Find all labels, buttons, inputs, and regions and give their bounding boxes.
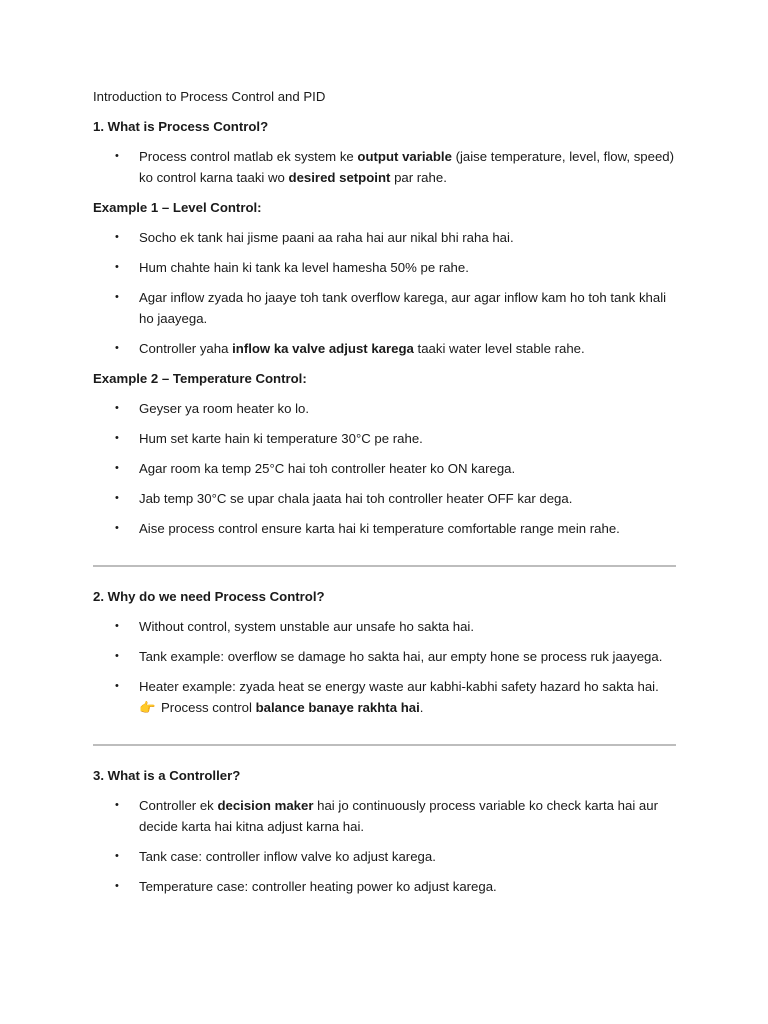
text: Controller ek [139,798,218,813]
bullet-icon: • [115,492,119,504]
bullet-icon: • [115,620,119,632]
bullet-icon: • [115,261,119,273]
bold-text: decision maker [217,798,314,813]
text: . [419,700,424,715]
bullet-icon: • [115,850,119,862]
bullet-icon: • [115,342,119,354]
pointing-hand-icon: 👉 [139,700,156,715]
horizontal-divider [93,565,676,567]
section-3-list [93,795,676,897]
bold-text: inflow ka valve adjust karega [232,341,414,356]
text: Process control [161,700,256,715]
example-2-heading: Example 2 – Temperature Control: [93,371,307,386]
text: taaki water level stable rahe. [413,341,585,356]
list-item [93,795,676,837]
horizontal-divider [93,744,676,746]
text: Agar inflow zyada ho jaaye toh tank overflow karega, aur agar inflow kam ho toh tank khali ho jaayega. [139,290,667,326]
document-page [93,86,676,906]
bullet-icon: • [115,231,119,243]
list-item [93,846,676,867]
document-title: Introduction to Process Control and PID [93,89,326,104]
list-item [93,616,676,637]
bold-text: output variable [357,149,452,164]
bullet-icon: • [115,650,119,662]
bullet-icon: • [115,291,119,303]
text: Hum chahte hain ki tank ka level hamesha 50% pe rahe. [139,260,469,275]
section-1-heading: 1. What is Process Control? [93,119,269,134]
list-item [93,227,676,248]
list-item [93,488,676,509]
text: Without control, system unstable aur unsafe ho sakta hai. [139,619,474,634]
list-item [93,876,676,897]
bullet-icon: • [115,680,119,692]
section-3-heading: 3. What is a Controller? [93,768,241,783]
section-2-list [93,616,676,718]
list-item [93,518,676,539]
bold-text: desired setpoint [288,170,391,185]
text: Tank case: controller inflow valve ko adjust karega. [139,849,436,864]
bullet-icon: • [115,522,119,534]
list-item [93,428,676,449]
text: par rahe. [390,170,447,185]
bullet-icon: • [115,880,119,892]
text: Tank example: overflow se damage ho sakta hai, aur empty hone se process ruk jaayega. [139,649,663,664]
text: hai jo continuously process variable ko check karta hai aur decide karta hai kitna adjust karna hai. [139,798,658,834]
text: Controller yaha [139,341,233,356]
example-1-heading: Example 1 – Level Control: [93,200,262,215]
text: Geyser ya room heater ko lo. [139,401,310,416]
list-item [93,146,676,188]
section-1-list [93,146,676,188]
text: Process control matlab ek system ke [139,149,358,164]
text: Temperature case: controller heating power ko adjust karega. [139,879,497,894]
list-item [93,287,676,329]
bullet-icon: • [115,402,119,414]
bold-text: balance banaye rakhta hai [255,700,420,715]
text: Hum set karte hain ki temperature 30°C pe rahe. [139,431,423,446]
bullet-icon: • [115,432,119,444]
list-item [93,398,676,419]
list-item [93,646,676,667]
example-1-list [93,227,676,359]
text: Heater example: zyada heat se energy waste aur kabhi-kabhi safety hazard ho sakta hai. [139,679,659,694]
example-2-list [93,398,676,539]
bullet-icon: • [115,150,119,162]
list-item [93,458,676,479]
note-line [139,697,676,718]
text: Socho ek tank hai jisme paani aa raha hai aur nikal bhi raha hai. [139,230,514,245]
bullet-icon: • [115,799,119,811]
text: Agar room ka temp 25°C hai toh controller heater ko ON karega. [139,461,516,476]
section-2-heading: 2. Why do we need Process Control? [93,589,325,604]
bullet-icon: • [115,462,119,474]
list-item [93,257,676,278]
text: Aise process control ensure karta hai ki temperature comfortable range mein rahe. [139,521,620,536]
text: (jaise temperature, level, flow, speed) ko control karna taaki wo [139,149,675,185]
text: Jab temp 30°C se upar chala jaata hai toh controller heater OFF kar dega. [139,491,573,506]
list-item [93,676,676,718]
list-item [93,338,676,359]
